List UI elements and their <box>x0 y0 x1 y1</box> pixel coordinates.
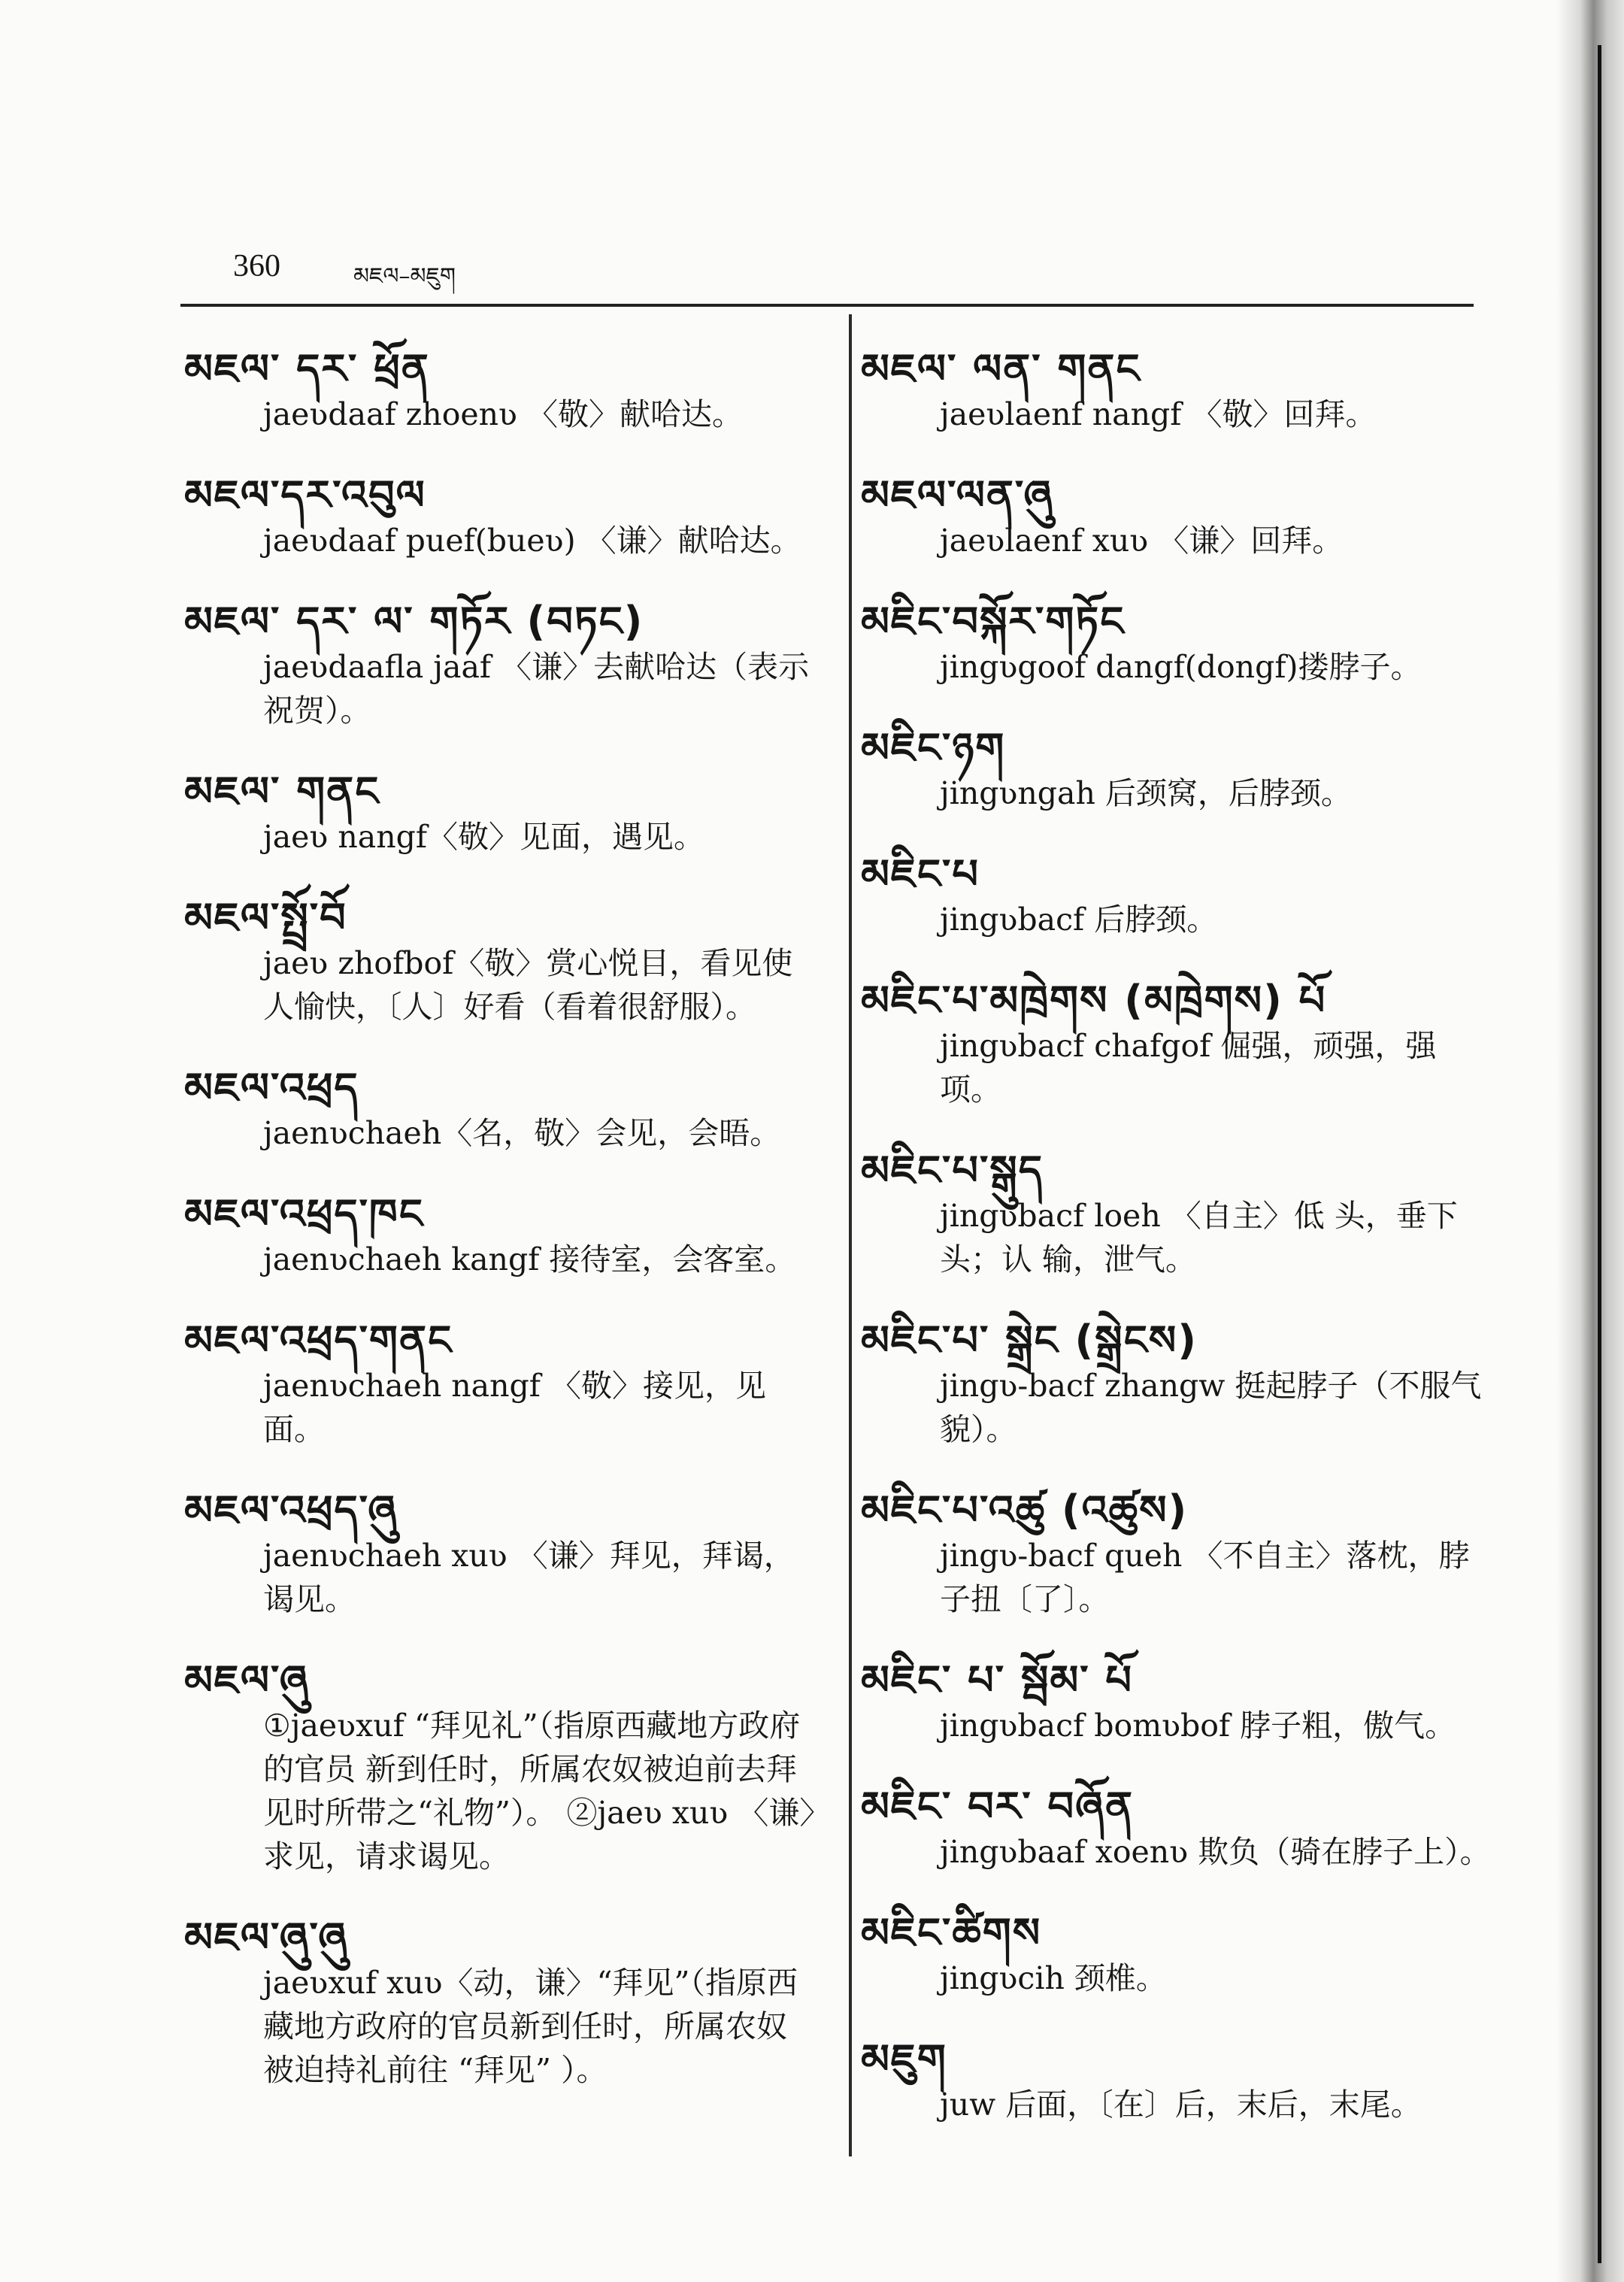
entry-gloss: ①jaeʋxuf “拜见礼”（指原西藏地方政府的官员 新到任时，所属农奴被迫前去拜 见时所带之“礼物”）。 ②jaeʋ xuʋ 〈谦〉求见，请求谒见。 <box>263 1708 815 1874</box>
entry-headword-line <box>184 1168 823 1238</box>
entry-headword: མཇིང་པ་སྒུད <box>861 1147 1044 1194</box>
entry-headword: མཇུག <box>861 2035 947 2083</box>
dictionary-entry <box>861 1887 1492 2000</box>
entry-gloss: jaenʋchaeh xuʋ 〈谦〉拜见，拜谒，谒见。 <box>263 1538 795 1617</box>
entry-headword-line <box>184 746 823 815</box>
dictionary-entry <box>184 746 823 859</box>
entry-gloss: jaeʋlaenf xuʋ 〈谦〉回拜。 <box>940 523 1344 559</box>
entry-headword: མཇལ་ཞུ་ཞུ <box>184 1914 349 1961</box>
dictionary-entry <box>861 2014 1492 2126</box>
dictionary-entry <box>861 1635 1492 1747</box>
entry-headword: མཇལ་འཕྲད་ཁང <box>184 1190 424 1238</box>
dictionary-entry <box>184 1892 823 2092</box>
entry-gloss: jaeʋdaaf zhoenʋ 〈敬〉献哈达。 <box>263 396 744 432</box>
entry-headword-line <box>184 323 823 392</box>
entry-gloss: jaeʋdaaf puef(bueʋ) 〈谦〉献哈达。 <box>263 523 801 559</box>
dictionary-entry <box>184 450 823 562</box>
entry-headword: མཇལ་ གནང <box>184 768 380 815</box>
entry-headword-line <box>184 872 823 941</box>
entry-gloss: jingʋbaaf xoenʋ 欺负（骑在脖子上）。 <box>940 1834 1491 1870</box>
entry-headword: མཇིང་པ་ སྒྲེང (སྒྲེངས) <box>861 1317 1198 1364</box>
entry-headword-line <box>184 1635 823 1704</box>
dictionary-entry <box>861 955 1492 1111</box>
entry-gloss: juw 后面，〔在〕后，末后，末尾。 <box>940 2087 1422 2123</box>
entry-headword: མཇལ་ དར་ ལ་ གཏོར (བཏང) <box>184 598 644 645</box>
entry-headword-line <box>861 1125 1492 1194</box>
dictionary-entry <box>861 1295 1492 1451</box>
entry-gloss: jaenʋchaeh nangf 〈敬〉接见，见面。 <box>263 1368 766 1447</box>
entry-gloss: jingʋbacf chafgof 倔强，顽强，强项。 <box>940 1028 1437 1108</box>
entry-headword: མཇལ་ དར་ ཕྲོན <box>184 345 430 392</box>
entry-headword-line <box>184 576 823 645</box>
entry-headword-line <box>861 1465 1492 1534</box>
entry-gloss: jingʋcih 颈椎。 <box>940 1960 1167 1996</box>
entry-headword-line <box>861 576 1492 645</box>
entry-headword-line <box>184 1042 823 1111</box>
dictionary-entry <box>184 1465 823 1621</box>
entry-headword-line <box>861 1887 1492 1956</box>
entry-gloss: jingʋbacf bomʋbof 脖子粗，傲气。 <box>940 1708 1456 1744</box>
entry-gloss: jingʋngah 后颈窝，后脖颈。 <box>940 775 1352 811</box>
entry-headword: མཇལ་འཕྲད <box>184 1064 359 1111</box>
entry-headword-line <box>861 450 1492 519</box>
entry-headword-line <box>184 1892 823 1961</box>
dictionary-entry <box>184 872 823 1029</box>
entry-headword: མཇིང་བསྐོར་གཏོང <box>861 598 1126 645</box>
dictionary-entry <box>184 576 823 732</box>
page-number: 360 <box>233 249 280 283</box>
dictionary-entry <box>861 1125 1492 1281</box>
dictionary-entry <box>861 702 1492 815</box>
entry-headword-line <box>184 1465 823 1534</box>
entry-headword: མཇལ་སྤྲོ་བོ <box>184 894 347 941</box>
entry-headword-line <box>861 2014 1492 2083</box>
entry-gloss: jingʋ-bacf zhangw 挺起脖子（不服气貌）。 <box>940 1368 1482 1447</box>
dictionary-entry <box>184 1635 823 1878</box>
entry-headword: མཇིང་ བར་ བཞོན <box>861 1783 1134 1830</box>
entry-headword: མཇིང་པ་འཚུ (འཚུས) <box>861 1486 1189 1534</box>
dictionary-entry <box>861 1761 1492 1874</box>
entry-headword: མཇིང་པ་མཁྲེགས (མཁྲེགས) པོ <box>861 977 1327 1024</box>
entry-gloss: jaeʋlaenf nangf 〈敬〉回拜。 <box>940 396 1377 432</box>
scan-edge-line <box>1598 45 1601 2263</box>
entry-headword-line <box>861 702 1492 771</box>
entry-gloss: jingʋbacf loeh 〈自主〉低 头，垂下头；认 输，泄气。 <box>940 1198 1458 1277</box>
entry-headword: མཇལ་ཞུ <box>184 1656 310 1704</box>
scan-edge <box>1556 0 1624 2282</box>
dictionary-entry <box>184 323 823 436</box>
entry-headword: མཇིང་ཚིགས <box>861 1909 1042 1956</box>
dictionary-entry <box>861 576 1492 689</box>
entry-gloss: jaeʋxuf xuʋ〈动，谦〉“拜见”（指原西藏地方政府的官员新到任时，所属农奴 被迫持礼前往 “拜见” ）。 <box>263 1965 798 2088</box>
dictionary-entry <box>861 450 1492 562</box>
dictionary-entry <box>861 1465 1492 1621</box>
header-rule <box>180 304 1474 307</box>
right-column <box>861 323 1492 2140</box>
entry-headword-line <box>861 1761 1492 1830</box>
entry-gloss: jingʋgoof dangf(dongf)搂脖子。 <box>940 649 1422 685</box>
entry-headword-line <box>861 829 1492 898</box>
entry-gloss: jaeʋ nangf〈敬〉见面，遇见。 <box>263 819 705 855</box>
entry-headword: མཇལ་ ལན་ གནང <box>861 345 1141 392</box>
entry-gloss: jaeʋdaafla jaaf 〈谦〉去献哈达（表示祝贺）。 <box>263 649 810 729</box>
dictionary-entry <box>184 1168 823 1281</box>
entry-headword-line <box>861 955 1492 1024</box>
column-divider <box>849 314 852 2156</box>
entry-gloss: jaenʋchaeh kangf 接待室，会客室。 <box>263 1241 796 1277</box>
entry-headword: མཇིང་ཉག <box>861 724 1006 771</box>
entry-gloss: jingʋ-bacf queh 〈不自主〉落枕，脖子扭〔了〕。 <box>940 1538 1470 1617</box>
page-header <box>233 248 456 293</box>
entry-headword: མཇིང་ པ་ སྦོམ་ པོ <box>861 1656 1134 1704</box>
entry-headword-line <box>184 1295 823 1364</box>
entry-headword: མཇལ་དར་འབུལ <box>184 471 426 519</box>
entry-headword: མཇལ་འཕྲད་ཞུ <box>184 1486 398 1534</box>
entry-headword-line <box>861 1295 1492 1364</box>
left-column <box>184 323 823 2105</box>
entry-headword-line <box>861 323 1492 392</box>
entry-gloss: jingʋbacf 后脖颈。 <box>940 902 1218 938</box>
entry-headword: མཇལ་འཕྲད་གནང <box>184 1317 453 1364</box>
entry-headword: མཇལ་ལན་ཞུ <box>861 471 1054 519</box>
entry-headword: མཇིང་པ <box>861 850 980 898</box>
entry-headword-line <box>861 1635 1492 1704</box>
running-head: མཇལ–མཇུག <box>353 263 456 289</box>
dictionary-entry <box>184 1295 823 1451</box>
entry-gloss: jaenʋchaeh〈名，敬〉会见，会晤。 <box>263 1115 781 1151</box>
entry-gloss: jaeʋ zhofbof〈敬〉赏心悦目，看见使人愉快，〔人〕好看（看着很舒服）。 <box>263 945 793 1025</box>
dictionary-entry <box>861 829 1492 941</box>
entry-headword-line <box>184 450 823 519</box>
dictionary-entry <box>861 323 1492 436</box>
dictionary-entry <box>184 1042 823 1155</box>
